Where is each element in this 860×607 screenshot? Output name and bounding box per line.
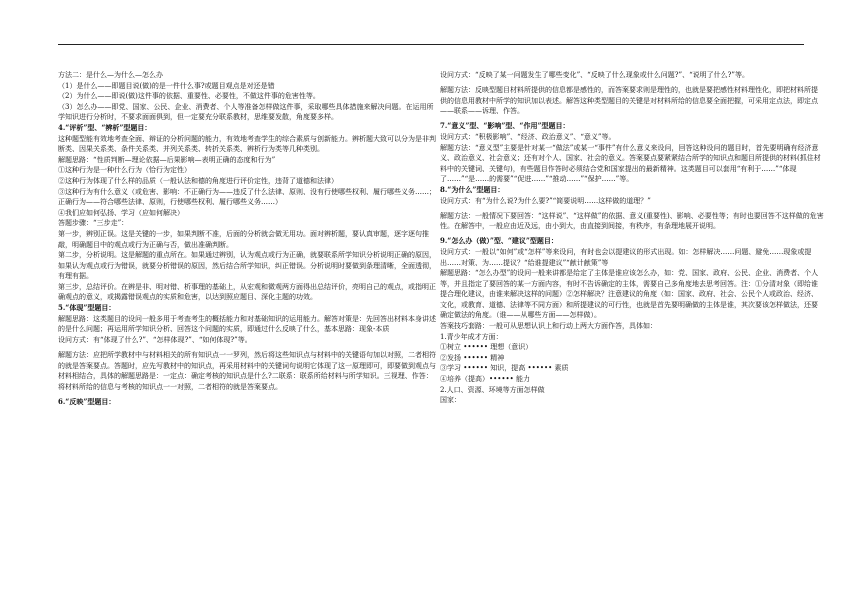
- paragraph: 设问方式：一般以“如何”或“怎样”等来设问，有时也会以提建议的形式出现。如：怎样解决……问题、避免……现象或提出……对策、为……提议？“给谁提建议”“献计献策”等: [440, 247, 812, 267]
- paragraph: ①树立 •••••• 理想（意识）: [440, 343, 533, 352]
- section-heading: 8.“为什么”型题目：: [440, 184, 505, 194]
- section-heading: 9.“怎么办（做）”型、“建议”型题目：: [440, 236, 558, 246]
- paragraph: （2）为什么——即说(做)这件事的依据、重要性、必要性，不做这件事的危害性等。: [58, 92, 320, 101]
- paragraph: 这种题型能有效地考查全面、辩证的分析问题的能力，有效地考查学生的综合素质与创新能力。辨析题大致可以分为是非判断类、因果关系类、条件关系类、并列关系类、转折关系类、辨析行为类等几种类别。: [58, 134, 436, 154]
- paragraph: 设问方式：“反映了某一问题发生了哪些变化”、“反映了什么现象或什么问题?”、“说明了什么?”等。: [440, 71, 749, 79]
- section-heading: 4.“评析”型、“辨析”型题目：: [58, 122, 152, 132]
- paragraph: 设问方式：有“为什么说?为什么要?”“简要说明……这样做的道理？”: [440, 196, 651, 205]
- paragraph: 方法二：是什么—为什么—怎么办: [58, 71, 163, 79]
- paragraph: 第三步，总结评价。在辨是非、明对错、析事理的基础上，从宏观和微观两方面得出总结评价，亮明自己的观点，或指明正确观点的意义，或揭露错误观点的实质和危害，以达到照应题目、深化主题的功效。: [58, 282, 436, 302]
- paragraph: 解题思路：“性质判断—理论依据—后果影响—表明正确的态度和行为”: [58, 155, 276, 164]
- paragraph: 答案技巧套路：一般可从思想认识上和行动上两大方面作答，具体如：: [440, 322, 657, 331]
- paragraph: 1.青少年成才方面：: [440, 332, 503, 341]
- paragraph: ②这种行为体现了什么样的品质（一般认法和德的角度进行评价定性，违背了道德和法律）: [58, 176, 338, 185]
- paragraph: ④我们应如何弘扬、学习（应如何解决）: [58, 208, 184, 217]
- paragraph: ④培养（提高）•••••• 能力: [440, 375, 530, 384]
- paragraph: 答题步骤：“三步走”：: [58, 219, 129, 228]
- paragraph: ③这种行为有什么意义（或危害、影响：不正确行为——违反了什么法律、原则、没有行使哪些权利、履行哪些义务……；正确行为——符合哪些法律、原则，行使哪些权利、履行哪些义务……）: [58, 187, 436, 207]
- section-heading: 5.“体现”型题目：: [58, 303, 116, 313]
- paragraph: 解题方法：反映型题目材料所提供的信息都是感性的，而答案要求则是理性的，也就是要把感性材料理性化，即把材料所提供的信息用教材中所学的知识加以表述。解答这种类型题目的关键是对材料所给的信息要全面把握，可采用定点法，即定点——联系——诉理、作答。: [440, 86, 818, 116]
- left-column: [58, 70, 438, 407]
- paragraph: 国家：: [440, 396, 461, 405]
- paragraph: 设问方式：有“体现了什么?”、“怎样体现?”、“如何体现?”等。: [58, 335, 252, 344]
- paragraph: 设问方式：“积极影响”、“经济、政治意义”、“意义”等。: [440, 132, 616, 141]
- paragraph: ③学习 •••••• 知识，提高 •••••• 素质: [440, 364, 569, 373]
- paragraph: （1）是什么——即题目说(做)的是一件什么事?或题目观点是对还是错: [58, 81, 275, 90]
- paragraph: ①这种行为是一种什么行为（恰行为定性）: [58, 166, 191, 175]
- paragraph: 解题方法：“意义型”主要是针对某一“做法”或某一“事件”有什么意义来设问，回答这种设问的题目时，首先要明确有经济意义、政治意义、社会意义；还有对个人、国家、社会的意义。答案要点要紧紧结合所学的知识点和题目所提供的材料(抓住材料中的关键词、关键句)，有些题目作答时必须结合党和国家提出的最新精神。这类题目可以套用“有利于……”“体现了……”“是……的需要”“促进……”“推动……”“保护……”等。: [440, 143, 821, 184]
- right-column: [440, 70, 824, 406]
- paragraph: 解题方法：一般情况下要回答：“这样说”、“这样做”的依据、意义(重要性)、影响、必要性等；有时也要回答不这样做的危害性。在解答中，一般应由近及远，由小到大，由直接到间接，有秩序，有条理地展开说明。: [440, 211, 824, 231]
- header-rule: [58, 44, 804, 45]
- paragraph: 第一步，辨别正误。这是关键的一步，如果判断不准，后面的分析就会做无用功。面对辨析题，要认真审题，逐字逐句推敲，明确题目中的观点或行为正确与否，做出准确判断。: [58, 229, 429, 249]
- paragraph: 第二步，分析说明。这是解题的重点所在。如果通过辨别，认为观点或行为正确，就要联系所学知识分析说明正确的原因，如果认为观点或行为错误，就要分析错误的原因，然后结合所学知识，纠正错误。分析说明时要做到条理清晰，全面透彻，有理有据。: [58, 251, 436, 281]
- section-heading: 6.“反映”型题目：: [58, 396, 116, 406]
- paragraph: 解题思路：这类题目的设问一般多用于考查考生的概括能力和对基础知识的运用能力。解答对策是：先回答出材料本身讲述的是什么问题；再运用所学知识分析、回答这个问题的实质，即通过什么反映了什么，基本思路：现象-本质: [58, 314, 436, 334]
- paragraph: 解题方法：应把所学教材中与材料相关的所有知识点一一罗列，然后将这些知识点与材料中的关键语句加以对照，二者相符的就是答案要点。答题时，应先写教材中的知识点，再采用材料中的关键词句说明它体现了这一原理即可，即要做到观点与材料相结合，具体的解题思路是：一定点：确定考核的知识点是什么?二联系：联系所给材料与所学知识。三视理、作答：将材料所给的信息与考核的知识点一一对照，二者相符的就是答案要点。: [58, 350, 436, 391]
- section-heading: 7.“意义”型、“影响”型、“作用”型题目：: [440, 121, 570, 131]
- paragraph: （3）怎么办——即党、国家、公民、企业、消费者、个人等准备怎样做这件事，采取哪些具体措施来解决问题。在运用所学知识进行分析时，不要求面面俱到，但一定要充分联系教材，思维要发散，角度要多样。: [58, 102, 434, 122]
- paragraph: 2.人口、资源、环境等方面怎样做: [440, 385, 545, 394]
- paragraph: ②发扬 •••••• 精神: [440, 353, 505, 362]
- paragraph: 解题思路：“怎么办型”的设问一般来讲都是给定了主体是谁应该怎么办，如：党、国家、政府、公民、企业、消费者、个人等，并且指定了要回答的某一方面内容，有时不告诉确定的主体，需要自己多角度地去思考回答。注：①分清对象（即给谁提合理化建议，由谁来解决这样的问题）②怎样解决？注意建议的角度（如：国家、政府、社会、公民个人或政治、经济、文化，或教育、道德、法律等不同方面）和所提建议的可行性，也就是首先要明确做的主体是谁，其次要该怎样做法，还要确定做法的角度。（谁——从哪些方面——怎样做）。: [440, 269, 819, 320]
